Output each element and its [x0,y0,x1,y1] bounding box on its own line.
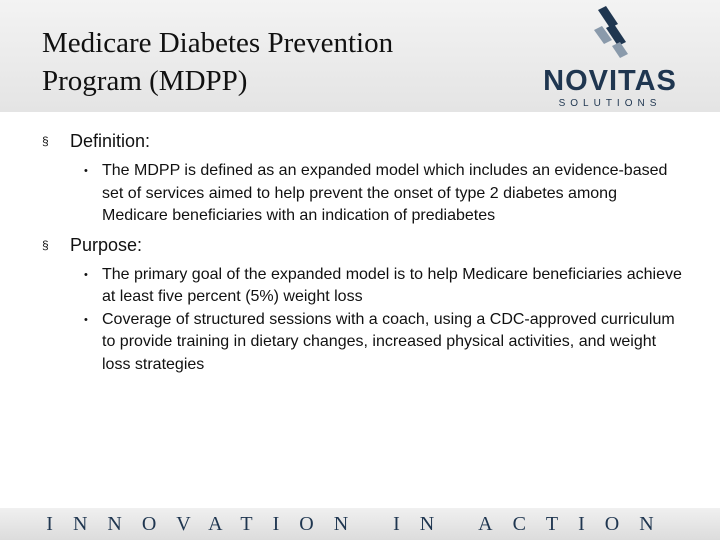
section-heading-purpose [42,234,682,256]
slide-title [42,24,502,100]
novitas-logo [540,6,680,109]
slide-title-line2: Program (MDPP) [42,65,248,97]
list-item [42,264,682,309]
list-item [42,160,682,228]
dot-bullet-icon: • [84,268,88,281]
dot-bullet-icon: • [84,313,88,326]
logo-wordmark: NOVITAS [543,65,677,97]
dot-bullet-icon: • [84,165,88,177]
list-item-text: Coverage of structured sessions with a coach, using a CDC-approved curriculum to provide training in dietary changes, increased physical activities, and weight loss strategies [102,310,675,373]
slide-body [42,130,682,376]
section-heading-label: Purpose: [70,234,143,255]
novitas-logo-mark-icon [592,6,632,66]
list-item-text: The MDPP is defined as an expanded model which includes an evidence-based set of services aimed to help prevent the onset of type 2 diabetes among Medicare beneficiaries with an indication of prediabetes [102,162,668,224]
list-item-text: The primary goal of the expanded model is to help Medicare beneficiaries achieve at least five percent (5%) weight loss [102,265,682,305]
square-bullet-icon: § [42,134,49,148]
footer-tagline: INNOVATION IN ACTION [46,513,674,535]
section-heading-label: Definition: [70,131,151,151]
logo-subtitle: SOLUTIONS [558,98,662,109]
section-heading-definition [42,130,682,152]
list-item [42,309,682,377]
square-bullet-icon: § [42,237,49,252]
slide-title-line1: Medicare Diabetes Prevention [42,27,394,59]
